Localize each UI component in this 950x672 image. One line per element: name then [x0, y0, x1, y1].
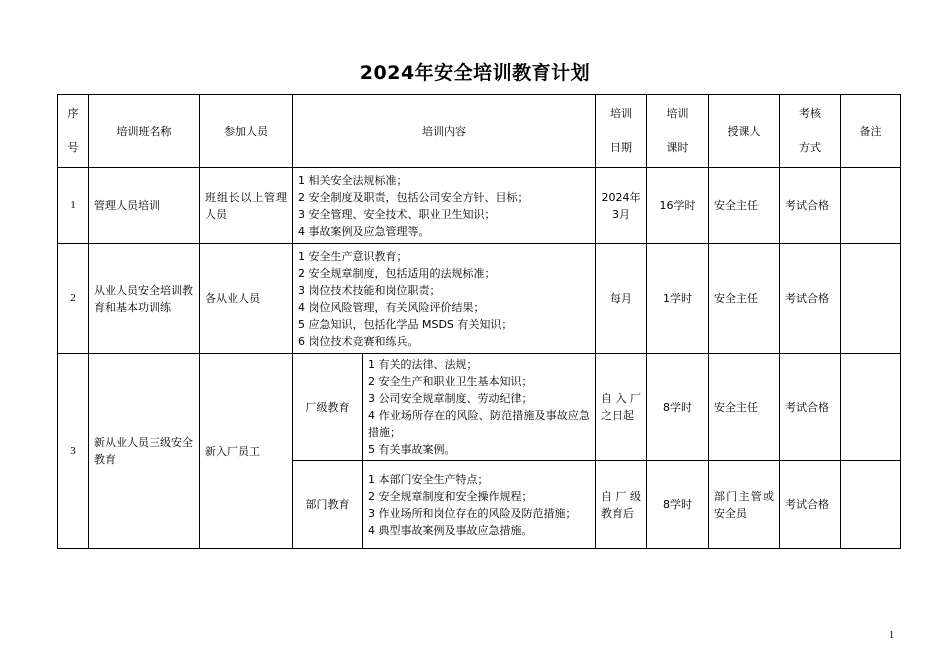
content-line: 2 安全制度及职责，包括公司安全方针、目标； — [298, 190, 529, 204]
row-content — [293, 244, 596, 354]
row-participants: 班组长以上管理人员 — [200, 168, 293, 244]
row-content — [363, 461, 596, 549]
row-date: 2024年3月 — [596, 168, 647, 244]
training-plan-table — [57, 94, 901, 549]
header-assessment: 考核 方式 — [780, 95, 841, 168]
content-line: 1 安全生产意识教育； — [298, 249, 408, 263]
content-line: 3 作业场所和岗位存在的风险及防范措施； — [368, 506, 577, 520]
content-line: 4 事故案例及应急管理等。 — [298, 224, 430, 238]
row-participants: 新入厂员工 — [200, 354, 293, 549]
content-line: 2 安全规章制度和安全操作规程； — [368, 489, 533, 503]
row-hours: 8学时 — [647, 461, 709, 549]
row-teacher: 安全主任 — [709, 354, 780, 461]
content-line: 4 典型事故案例及事故应急措施。 — [368, 523, 533, 537]
content-line: 1 有关的法律、法规； — [368, 358, 478, 371]
row-no: 1 — [58, 168, 89, 244]
row-class-name: 管理人员培训 — [89, 168, 200, 244]
row-participants: 各从业人员 — [200, 244, 293, 354]
row-assessment: 考试合格 — [780, 354, 841, 461]
header-class-name: 培训班名称 — [89, 95, 200, 168]
row-level: 厂级教育 — [293, 354, 363, 461]
row-hours: 8学时 — [647, 354, 709, 461]
header-participants: 参加人员 — [200, 95, 293, 168]
row-date: 每月 — [596, 244, 647, 354]
row-class-name: 从业人员安全培训教育和基本功训练 — [89, 244, 200, 354]
content-line: 4 作业场所存在的风险、防范措施及事故应急措施； — [368, 409, 590, 439]
row-class-name: 新从业人员三级安全教育 — [89, 354, 200, 549]
header-remark: 备注 — [841, 95, 901, 168]
row-hours: 1学时 — [647, 244, 709, 354]
content-line: 3 公司安全规章制度、劳动纪律； — [368, 392, 533, 405]
table-row — [58, 168, 901, 244]
content-line: 5 有关事故案例。 — [368, 443, 456, 456]
header-content: 培训内容 — [293, 95, 596, 168]
row-remark — [841, 244, 901, 354]
content-line: 3 安全管理、安全技术、职业卫生知识； — [298, 207, 496, 221]
row-assessment: 考试合格 — [780, 168, 841, 244]
row-assessment: 考试合格 — [780, 244, 841, 354]
header-date: 培训 日期 — [596, 95, 647, 168]
row-remark — [841, 354, 901, 461]
row-teacher: 部门主管或安全员 — [709, 461, 780, 549]
header-no: 序 号 — [58, 95, 89, 168]
header-row — [58, 95, 901, 168]
table-row — [58, 354, 901, 461]
row-remark — [841, 168, 901, 244]
row-content — [363, 354, 596, 461]
row-no: 3 — [58, 354, 89, 549]
row-teacher: 安全主任 — [709, 168, 780, 244]
content-line: 2 安全规章制度，包括适用的法规标准； — [298, 266, 496, 280]
content-line: 5 应急知识，包括化学品 MSDS 有关知识； — [298, 317, 513, 331]
page-number: 1 — [889, 630, 894, 641]
content-line: 1 本部门安全生产特点； — [368, 472, 489, 486]
row-content — [293, 168, 596, 244]
row-hours: 16学时 — [647, 168, 709, 244]
document-title: 2024年安全培训教育计划 — [359, 62, 591, 84]
table-row — [58, 244, 901, 354]
row-teacher: 安全主任 — [709, 244, 780, 354]
row-level: 部门教育 — [293, 461, 363, 549]
content-line: 3 岗位技术技能和岗位职责； — [298, 283, 441, 297]
row-remark — [841, 461, 901, 549]
content-line: 4 岗位风险管理，有关风险评价结果； — [298, 300, 485, 314]
content-line: 1 相关安全法规标准； — [298, 173, 408, 187]
row-date: 自厂级教育后 — [596, 461, 647, 549]
header-teacher: 授课人 — [709, 95, 780, 168]
header-hours: 培训 课时 — [647, 95, 709, 168]
row-date: 自入厂之日起 — [596, 354, 647, 461]
content-line: 6 岗位技术竞赛和练兵。 — [298, 334, 419, 348]
row-assessment: 考试合格 — [780, 461, 841, 549]
row-no: 2 — [58, 244, 89, 354]
content-line: 2 安全生产和职业卫生基本知识； — [368, 375, 533, 388]
